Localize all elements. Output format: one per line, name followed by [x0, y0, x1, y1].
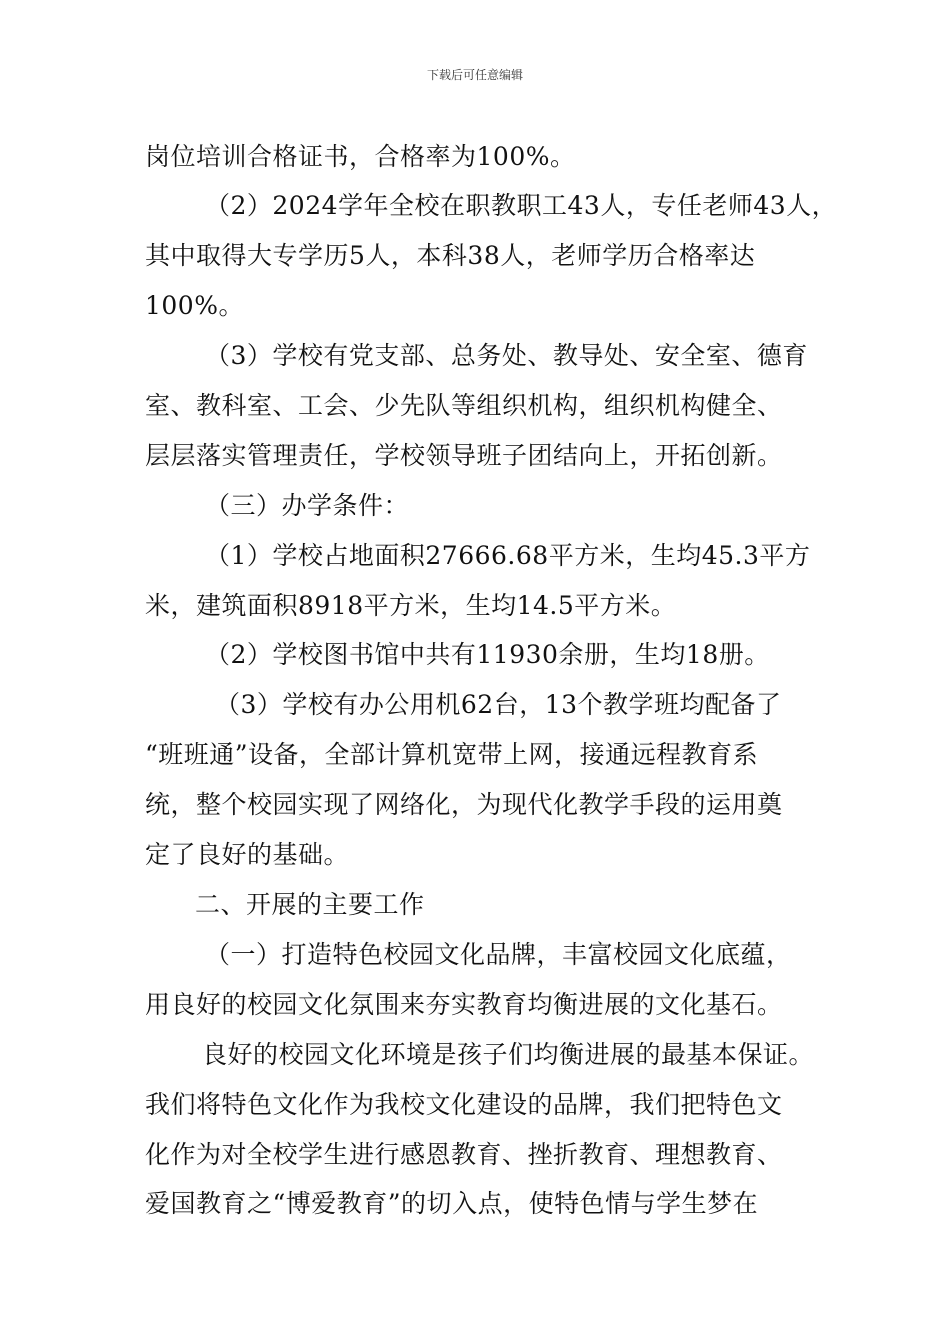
- text-line: “班班通”设备，全部计算机宽带上网，接通远程教育系: [145, 740, 759, 769]
- text-line: （2）2024学年全校在职教职工43人，专任老师43人，: [205, 191, 838, 220]
- text-line: 用良好的校园文化氛围来夯实教育均衡进展的文化基石。: [145, 990, 783, 1019]
- text-line: （3）学校有党支部、总务处、教导处、安全室、德育: [205, 341, 808, 370]
- text-line: （一）打造特色校园文化品牌，丰富校园文化底蕴，: [205, 940, 792, 969]
- text-line: 爱国教育之“博爱教育”的切入点，使特色情与学生梦在: [145, 1189, 759, 1218]
- section-heading: （三）办学条件：: [205, 491, 410, 520]
- text-line: 室、教科室、工会、少先队等组织机构，组织机构健全、: [145, 391, 783, 420]
- text-line: 100%。: [145, 291, 244, 320]
- text-line: 我们将特色文化作为我校文化建设的品牌，我们把特色文: [145, 1090, 783, 1119]
- text-line: （1）学校占地面积27666.68平方米，生均45.3平方: [205, 541, 811, 570]
- text-line: 层层落实管理责任，学校领导班子团结向上，开拓创新。: [145, 441, 783, 470]
- text-line: （2）学校图书馆中共有11930余册，生均18册。: [205, 640, 770, 669]
- text-line: 化作为对全校学生进行感恩教育、挫折教育、理想教育、: [145, 1140, 783, 1169]
- text-line: 统，整个校园实现了网络化，为现代化教学手段的运用奠: [145, 790, 783, 819]
- text-line: 良好的校园文化环境是孩子们均衡进展的最基本保证。: [202, 1040, 815, 1069]
- text-line: 米，建筑面积8918平方米，生均14.5平方米。: [145, 591, 677, 620]
- text-line: （3）学校有办公用机62台，13个教学班均配备了: [215, 690, 782, 719]
- section-heading: 二、开展的主要工作: [195, 890, 425, 919]
- text-line: 定了良好的基础。: [145, 840, 350, 869]
- page-header: 下载后可任意编辑: [426, 68, 523, 82]
- text-line: 岗位培训合格证书，合格率为100%。: [145, 142, 576, 171]
- text-line: 其中取得大专学历5人，本科38人，老师学历合格率达: [145, 241, 756, 270]
